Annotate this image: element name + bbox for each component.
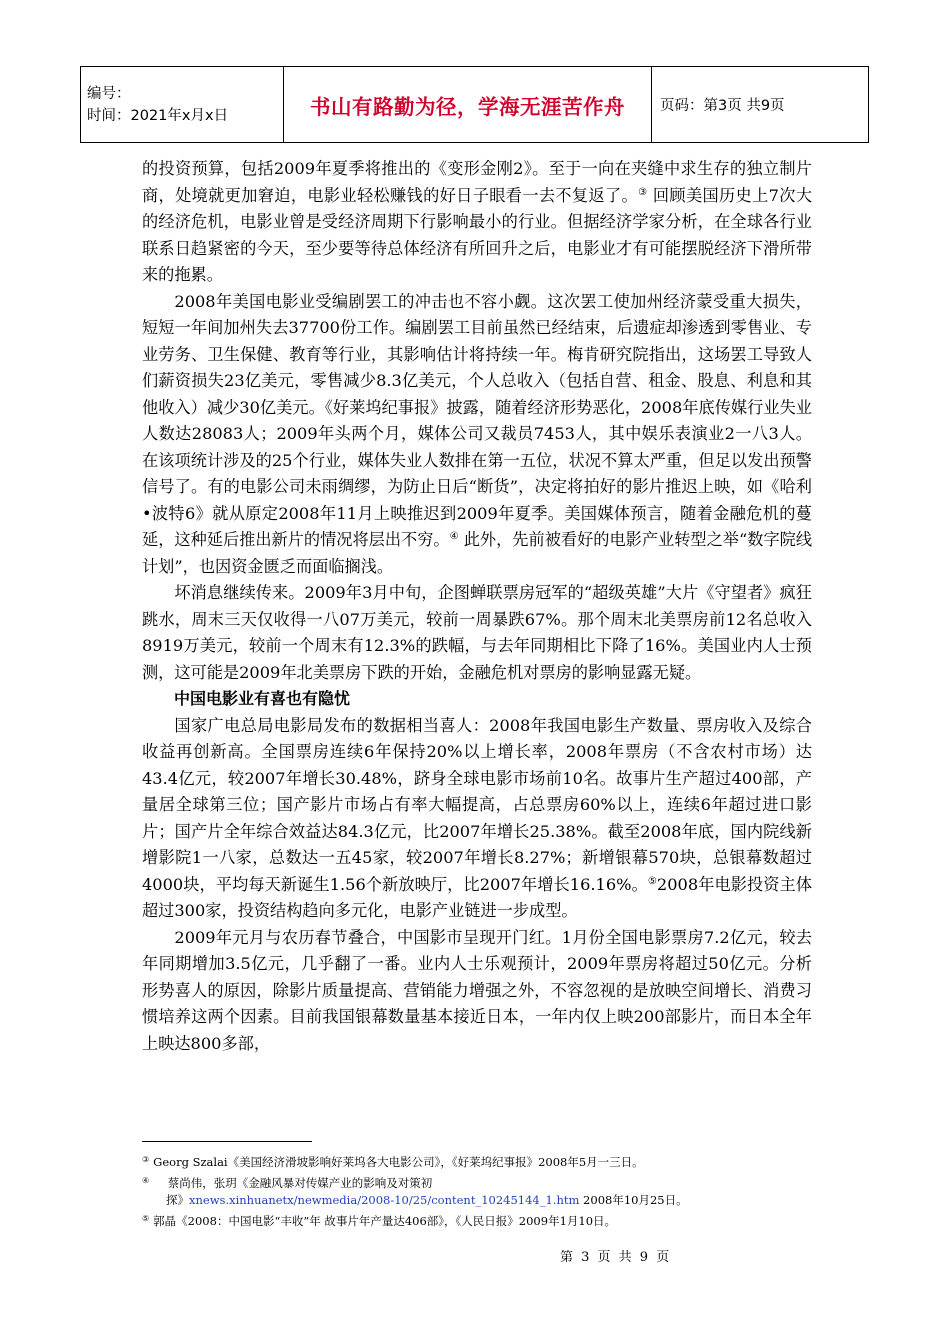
section-heading: 中国电影业有喜也有隐忧	[174, 689, 351, 708]
paragraph-1-text-cont: 回顾美国历史上7次大的经济危机，电影业曾是受经济周期下行影响最小的行业。但据经济学家分析，在全球各行业联系日趋紧密的今天，至少要等待总体经济有所回升之后，电影业才有可能摆脱经济下滑所带来的拖累。	[142, 185, 813, 284]
footnote-ref-5[interactable]: ⑤	[647, 875, 657, 887]
page-footer: 第 3 页 共 9 页	[560, 1250, 672, 1265]
footnote-4-cont-text: 探》	[166, 1193, 189, 1207]
header-number-label: 编号：	[87, 85, 131, 102]
footnote-4-link[interactable]: xnews.xinhuanetx/newmedia/2008-10/25/content_10245144_1.htm	[189, 1193, 580, 1207]
footnotes	[142, 1151, 832, 1230]
footnote-3-mark: ③	[142, 1155, 150, 1164]
footnote-5-text: 郭晶《2008：中国电影“丰收”年 故事片年产量达406部》，《人民日报》2009年1月10日。	[153, 1213, 617, 1228]
header-date-label: 时间：2021年x月x日	[87, 107, 229, 124]
header-meta-cell	[81, 67, 284, 143]
paragraph-4-text-cont: 2008年电影投资主体超过300家，投资结构趋向多元化，电影产业链进一步成型。	[142, 874, 813, 920]
header-page-info: 页码：第3页 共9页	[652, 67, 869, 143]
paragraph-5: 2009年元月与农历春节叠合，中国影市呈现开门红。1月份全国电影票房7.2亿元，较去年同期增加3.5亿元，几乎翻了一番。业内人士乐观预计，2009年票房将超过50亿元。分析形势喜人的原因，除影片质量提高、营销能力增强之外，不容忽视的是放映空间增长、消费习惯培养这两个因素。目前我国银幕数量基本接近日本，一年内仅上映200部影片，而日本全年上映达800多部，	[142, 927, 812, 1053]
paragraph-4	[142, 713, 812, 925]
paragraph-2	[142, 289, 812, 581]
footnote-4	[142, 1172, 832, 1193]
footnote-5	[142, 1210, 832, 1231]
footnote-5-mark: ⑤	[142, 1213, 150, 1223]
paragraph-2-text-cont: 此外，先前被看好的电影产业转型之举“数字院线计划”，也因资金匮乏而面临搁浅。	[142, 530, 813, 576]
paragraph-1-text: 的投资预算，包括2009年夏季将推出的《变形金刚2》。至于一向在夹缝中求生存的独立制片商，处境就更加窘迫，电影业轻松赚钱的好日子眼看一去不复返了。	[142, 159, 812, 205]
footnote-ref-4[interactable]: ④	[449, 531, 459, 542]
footnote-separator	[142, 1141, 312, 1142]
footnote-4-continuation	[142, 1192, 832, 1210]
paragraph-1	[142, 156, 812, 289]
paragraph-2-text: 2008年美国电影业受编剧罢工的冲击也不容小觑。这次罢工使加州经济蒙受重大损失，短短一年间加州失去37700份工作。编剧罢工目前虽然已经结束，后遗症却渗透到零售业、专业劳务、卫生保健、教育等行业，其影响估计将持续一年。梅肯研究院指出，这场罢工导致人们薪资损失23亿美元，零售减少8.3亿美元，个人总收入（包括自营、租金、股息、利息和其他收入）减少30亿美元。《好莱坞纪事报》披露，随着经济形势恶化，2008年底传媒行业失业人数达28083人；2009年头两个月，媒体公司又裁员7453人，其中娱乐表演业2一八3人。在该项统计涉及的25个行业，媒体失业人数排在第一五位，状况不算太严重，但足以发出预警信号了。有的电影公司未雨绸缪，为防止日后“断货”，决定将拍好的影片推迟上映，如《哈利•波特6》就从原定2008年11月上映推迟到2009年夏季。美国媒体预言，随着金融危机的蔓延，这种延后推出新片的情况将层出不穷。	[142, 291, 812, 549]
footnote-3	[142, 1151, 832, 1172]
paragraph-4-text: 国家广电总局电影局发布的数据相当喜人：2008年我国电影生产数量、票房收入及综合收益再创新高。全国票房连续6年保持20%以上增长率，2008年票房（不含农村市场）达43.4亿元，较2007年增长30.48%，跻身全球电影市场前10名。故事片生产超过400部，产量居全球第三位；国产影片市场占有率大幅提高，占总票房60%以上，连续6年超过进口影片；国产片全年综合效益达84.3亿元，比2007年增长25.38%。截至2008年底，国内院线新增影院1一八家，总数达一五45家，较2007年增长8.27%；新增银幕570块，总银幕数超过4000块，平均每天新诞生1.56个新放映厅，比2007年增长16.16%。	[142, 715, 812, 894]
footnote-4-mark: ④	[142, 1175, 150, 1185]
paragraph-3: 坏消息继续传来。2009年3月中旬，企图蝉联票房冠军的“超级英雄”大片《守望者》疯狂跳水，周末三天仅收得一八07万美元，较前一周暴跌67%。那个周末北美票房前12名总收入8919万美元，较前一个周末有12.3%的跌幅，与去年同期相比下降了16%。美国业内人士预测，这可能是2009年北美票房下跌的开始，金融危机对票房的影响显露无疑。	[142, 583, 812, 682]
document-header	[80, 66, 869, 143]
document-body	[142, 156, 812, 1057]
footnote-3-text: Georg Szalai《美国经济滑坡影响好莱坞各大电影公司》，《好莱坞纪事报》2008年5月一三日。	[153, 1155, 644, 1169]
header-motto: 书山有路勤为径，学海无涯苦作舟	[284, 67, 652, 143]
footnote-ref-3[interactable]: ③	[638, 186, 648, 198]
footnote-4-tail: 2008年10月25日。	[579, 1193, 688, 1207]
footnote-4-text: 蔡尚伟，张玥《金融风暴对传媒产业的影响及对策初	[167, 1175, 433, 1190]
